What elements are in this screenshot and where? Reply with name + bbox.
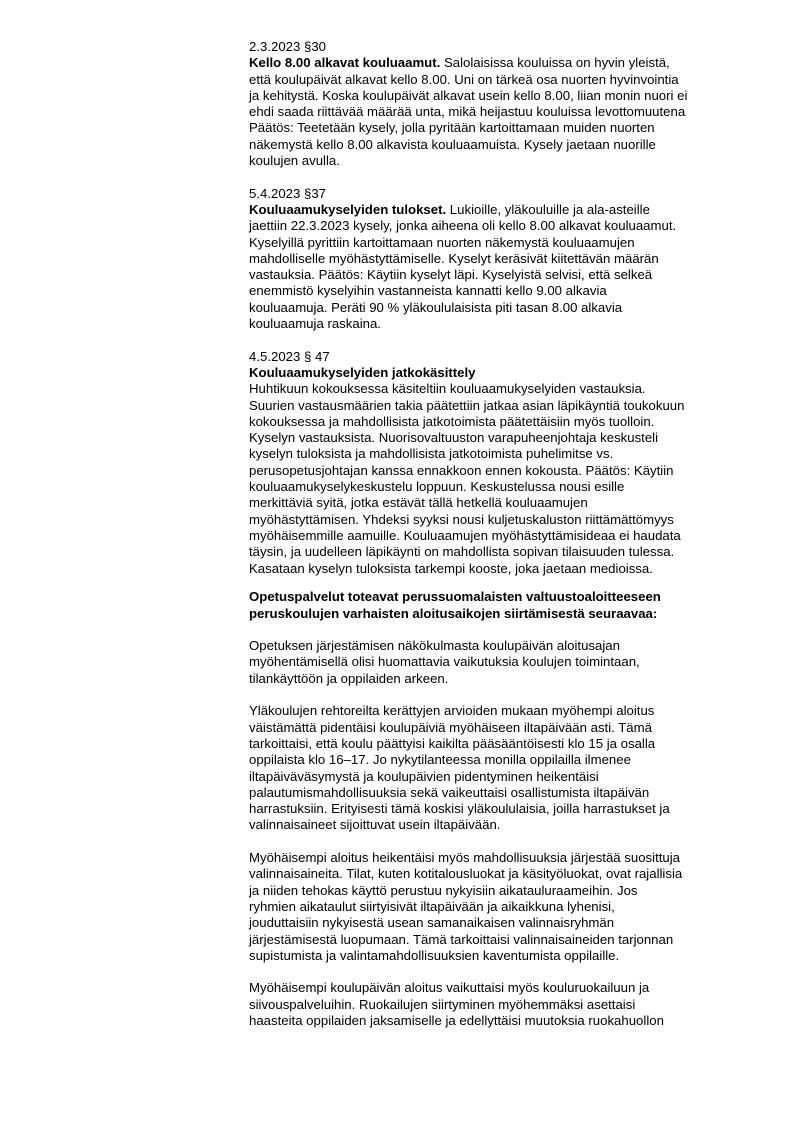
meeting-text-line: Kouluaamukyselyiden tulokset. Lukioille, yläkouluille ja ala-asteille (249, 201, 650, 217)
spacer (249, 964, 744, 980)
spacer (249, 622, 744, 638)
meeting-text-line: Kyselyillä pyrittiin kartoittamaan nuorten näkemystä kouluaamujen (249, 234, 635, 250)
meeting-text-line: kokouksessa ja mahdollisista jatkotoimista päätettäisiin myös tuolloin. (249, 413, 655, 429)
paragraph-line: Opetuksen järjestämisen näkökulmasta koulupäivän aloitusajan (249, 638, 620, 654)
paragraph-line: oppilaista klo 16–17. Jo nykytilanteessa monilla oppilailla ilmenee (249, 752, 631, 768)
paragraph-line: tilankäyttöön ja oppilaiden arkeen. (249, 670, 449, 686)
paragraph-line: palautumismahdollisuuksia sekä vaikeuttaisi osallistumista iltapäivän (249, 784, 650, 800)
paragraph-line: valinnaisaineita. Tilat, kuten kotitalousluokat ja käsityöluokat, ovat rajallisia (249, 866, 683, 882)
meeting-text-line: ehdi saada riittävää määrää unta, mikä heijastuu kouluissa levottomuutena (249, 104, 686, 120)
paragraph-line: siivouspalveluihin. Ruokailujen siirtyminen myöhemmäksi asettaisi (249, 996, 636, 1012)
paragraph-line: jouduttaisiin nykyisestä usean samanaikaisen valinnaisryhmän (249, 915, 615, 931)
meeting-text-line: Kasataan kyselyn tuloksista tarkempi kooste, joka jaetaan medioissa. (249, 560, 653, 576)
meeting-text-line: näkemystä kello 8.00 alkavista kouluaamuista. Kysely jaetaan nuorille (249, 136, 656, 152)
paragraph-line: väistämättä pidentäisi koulupäiviä myöhäiseen iltapäivään asti. Tämä (249, 719, 652, 735)
paragraph-line: valinnaisaineet sijoittuvat usein iltapäivään. (249, 817, 501, 833)
paragraph-line: Yläkoulujen rehtoreilta kerättyjen arvioiden mukaan myöhempi aloitus (249, 703, 655, 719)
paragraph-line: harrastuksiin. Erityisesti tämä koskisi yläkoululaisia, joilla harrastukset ja (249, 801, 670, 817)
meeting-text-line: vastauksia. Päätös: Käytiin kyselyt läpi. Kyselyistä selvisi, että selkeä (249, 267, 653, 283)
spacer (249, 169, 744, 185)
meeting-date: 5.4.2023 §37 (249, 185, 327, 201)
spacer (249, 687, 744, 703)
meeting-text-line: kouluaamuja. Peräti 90 % yläkoululaisista piti tasan 8.00 alkavia (249, 299, 623, 315)
meeting-entry-3 (249, 349, 744, 577)
meeting-entry-2 (249, 186, 744, 333)
meeting-title: Kouluaamukyselyiden jatkokäsittely (249, 364, 476, 380)
statement-paragraph-2 (249, 703, 744, 833)
statement-heading (249, 589, 744, 622)
meeting-text-line: Kyselyn vastauksista. Nuorisovaltuuston varapuheenjohtaja keskusteli (249, 430, 659, 446)
spacer (249, 834, 744, 850)
paragraph-line: Myöhäisempi aloitus heikentäisi myös mahdollisuuksia järjestää suosittuja (249, 850, 680, 866)
meeting-text-line: Suurien vastausmäärien takia päätettiin jatkaa asian läpikäyntiä toukokuun (249, 397, 685, 413)
meeting-title: Kello 8.00 alkavat kouluaamut. (249, 55, 441, 71)
meeting-text-line: Kello 8.00 alkavat kouluaamut. Salolaisissa kouluissa on hyvin yleistä, (249, 55, 670, 71)
meeting-text-line: perusopetusjohtajan kanssa ennakkoon ennen kokousta. Päätös: Käytiin (249, 462, 674, 478)
statement-paragraph-3 (249, 850, 744, 964)
paragraph-line: haasteita oppilaiden jaksamiselle ja edellyttäisi muutoksia ruokahuollon (249, 1013, 664, 1029)
paragraph-line: iltapäiväväsymystä ja koulupäivien pidentyminen heikentäisi (249, 768, 599, 784)
meeting-entry-1 (249, 39, 744, 169)
meeting-text-line: kyselyn tuloksista ja mahdollisista jatkotoimista puhelimitse vs. (249, 446, 614, 462)
meeting-text-line: jaettiin 22.3.2023 kysely, jonka aiheena oli kello 8.00 alkavat kouluaamut. (249, 218, 677, 234)
paragraph-line: Myöhäisempi koulupäivän aloitus vaikuttaisi myös kouluruokailuun ja (249, 980, 650, 996)
paragraph-line: järjestämisestä luopumaan. Tämä tarkoittaisi valinnaisaineiden tarjonnan (249, 931, 674, 947)
paragraph-line: ryhmien aikataulut siirtyisivät iltapäivään ja aikaikkuna lyhenisi, (249, 898, 615, 914)
paragraph-line: myöhentämisellä olisi huomattavia vaikutuksia koulujen toimintaan, (249, 654, 640, 670)
meeting-text-line: merkittäviä syitä, jotka estävät tällä hetkellä kouluaamujen (249, 495, 588, 511)
meeting-text-line: ja kehitystä. Koska koulupäivät alkavat usein kello 8.00, liian monin nuori ei (249, 87, 688, 103)
statement-paragraph-1 (249, 638, 744, 687)
meeting-text-line: Huhtikuun kokouksessa käsiteltiin kouluaamukyselyiden vastauksia. (249, 381, 646, 397)
meeting-text-line: koulujen avulla. (249, 153, 340, 169)
meeting-date: 4.5.2023 § 47 (249, 348, 330, 364)
spacer (249, 332, 744, 348)
spacer (249, 577, 744, 590)
meeting-text-line: että koulupäivät alkavat kello 8.00. Uni on tärkeä osa nuorten hyvinvointia (249, 71, 679, 87)
paragraph-line: supistumista ja valintamahdollisuuksien kaventumista oppilaille. (249, 947, 620, 963)
meeting-text-line: myöhästyttämisen. Yhdeksi syyksi nousi kuljetuskaluston riittämättömyys (249, 511, 674, 527)
document-body (249, 39, 744, 1029)
meeting-text-line: Päätös: Teetetään kysely, jolla pyritään kartoittamaan muiden nuorten (249, 120, 655, 136)
meeting-text-line: enemmistö kyselyihin vastanneista kannatti kello 9.00 alkavia (249, 283, 607, 299)
heading-line: Opetuspalvelut toteavat perussuomalaisten valtuustoaloitteeseen (249, 589, 661, 605)
statement-paragraph-4 (249, 980, 744, 1029)
meeting-text-line: mahdolliselle myöhästyttämiselle. Kyselyt keräsivät kiitettävän määrän (249, 250, 659, 266)
meeting-text-line: täysin, ja uudelleen läpikäynti on mahdollista sopivan tilaisuuden tulessa. (249, 544, 675, 560)
meeting-text-line: kouluaamukyselykeskustelu loppuun. Keskustelussa nousi esille (249, 479, 625, 495)
meeting-text-line: kouluaamuja raskaina. (249, 316, 381, 332)
meeting-title: Kouluaamukyselyiden tulokset. (249, 201, 447, 217)
meeting-date: 2.3.2023 §30 (249, 39, 327, 54)
paragraph-line: tarkoittaisi, että koulu päättyisi kaikilta pääsääntöisesti klo 15 ja osalla (249, 735, 656, 751)
heading-line: peruskoulujen varhaisten aloitusaikojen siirtämisestä seuraavaa: (249, 605, 658, 621)
paragraph-line: ja niiden tehokas käyttö perustuu nykyisiin aikatauluraameihin. Jos (249, 882, 638, 898)
meeting-text-line: myöhäisemmille aamuille. Kouluaamujen myöhästyttämisideaa ei haudata (249, 527, 681, 543)
